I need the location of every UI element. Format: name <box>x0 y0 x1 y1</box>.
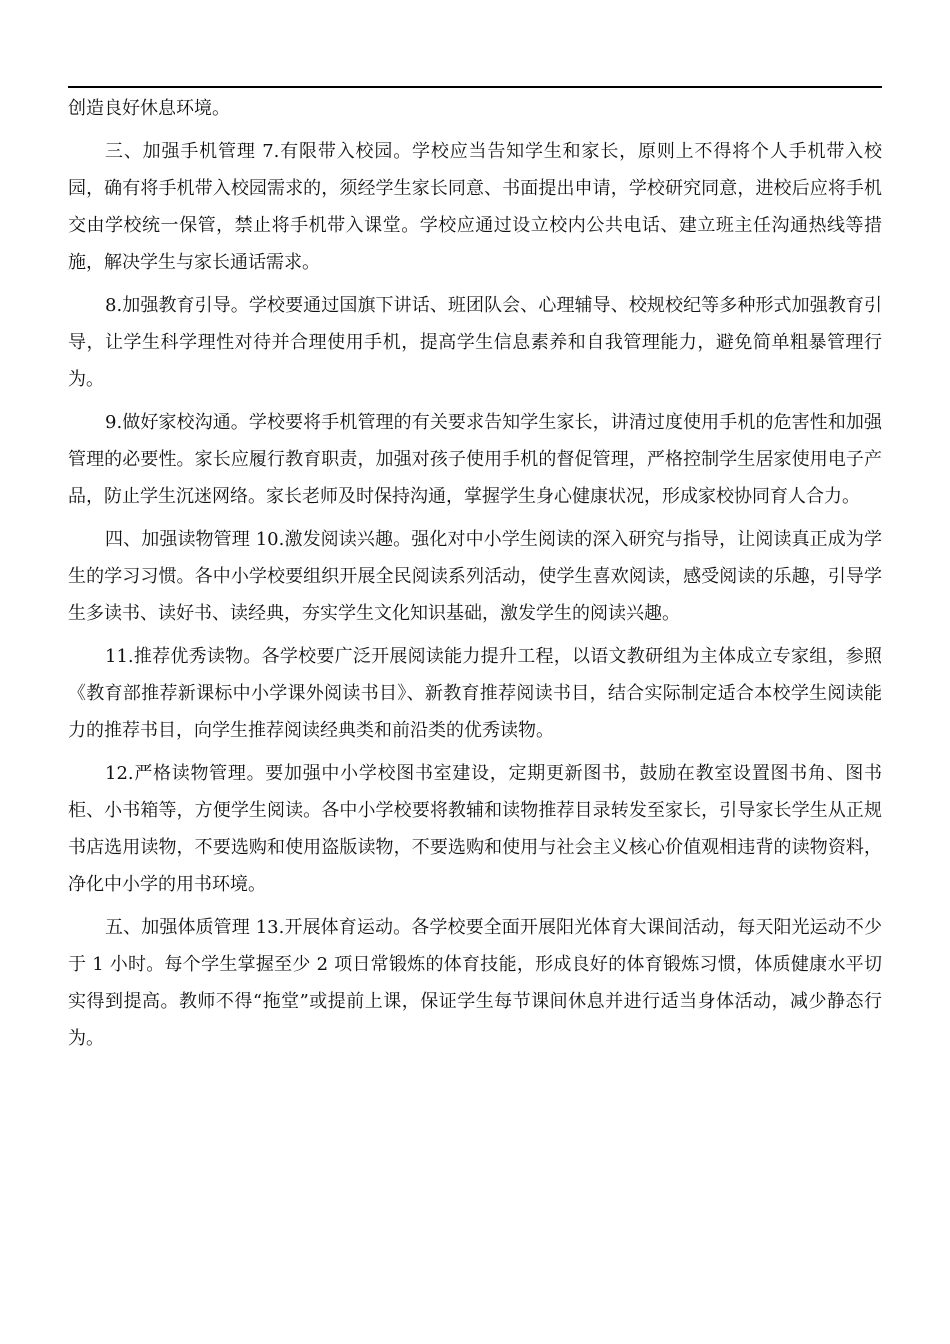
document-body <box>68 90 882 1057</box>
paragraph-reading-management: 四、加强读物管理 10.激发阅读兴趣。强化对中小学生阅读的深入研究与指导，让阅读真正成为学生的学习习惯。各中小学校要组织开展全民阅读系列活动，使学生喜欢阅读，感受阅读的乐趣，引导学生多读书、读好书、读经典，夯实学生文化知识基础，激发学生的阅读兴趣。 <box>68 529 882 624</box>
paragraph-home-school-communication: 9.做好家校沟通。学校要将手机管理的有关要求告知学生家长，讲清过度使用手机的危害性和加强管理的必要性。家长应履行教育职责，加强对孩子使用手机的督促管理，严格控制学生居家使用电子产品，防止学生沉迷网络。家长老师及时保持沟通，掌握学生身心健康状况，形成家校协同育人合力。 <box>68 412 882 507</box>
paragraph-continuation: 创造良好休息环境。 <box>68 98 230 119</box>
paragraph-reading-materials: 12.严格读物管理。要加强中小学校图书室建设，定期更新图书，鼓励在教室设置图书角、图书柜、小书箱等，方便学生阅读。各中小学校要将教辅和读物推荐目录转发至家长，引导家长学生从正规书店选用读物，不要选购和使用盗版读物，不要选购和使用与社会主义核心价值观相违背的读物资料，净化中小学的用书环境。 <box>68 763 882 895</box>
paragraph-education-guidance: 8.加强教育引导。学校要通过国旗下讲话、班团队会、心理辅导、校规校纪等多种形式加强教育引导，让学生科学理性对待并合理使用手机，提高学生信息素养和自我管理能力，避免简单粗暴管理行为。 <box>68 295 882 390</box>
paragraph-recommended-reading: 11.推荐优秀读物。各学校要广泛开展阅读能力提升工程，以语文教研组为主体成立专家组，参照《教育部推荐新课标中小学课外阅读书目》、新教育推荐阅读书目，结合实际制定适合本校学生阅读能力的推荐书目，向学生推荐阅读经典类和前沿类的优秀读物。 <box>68 646 882 741</box>
paragraph-physical-health: 五、加强体质管理 13.开展体育运动。各学校要全面开展阳光体育大课间活动，每天阳光运动不少于 1 小时。每个学生掌握至少 2 项日常锻炼的体育技能，形成良好的体育锻炼习惯，体质健康水平切实得到提高。教师不得“拖堂”或提前上课，保证学生每节课间休息并进行适当身体活动，减少静态行为。 <box>68 917 882 1049</box>
paragraph-phone-management: 三、加强手机管理 7.有限带入校园。学校应当告知学生和家长，原则上不得将个人手机带入校园，确有将手机带入校园需求的，须经学生家长同意、书面提出申请，学校研究同意，进校后应将手机交由学校统一保管，禁止将手机带入课堂。学校应通过设立校内公共电话、建立班主任沟通热线等措施，解决学生与家长通话需求。 <box>68 141 882 273</box>
header-rule <box>68 86 882 88</box>
